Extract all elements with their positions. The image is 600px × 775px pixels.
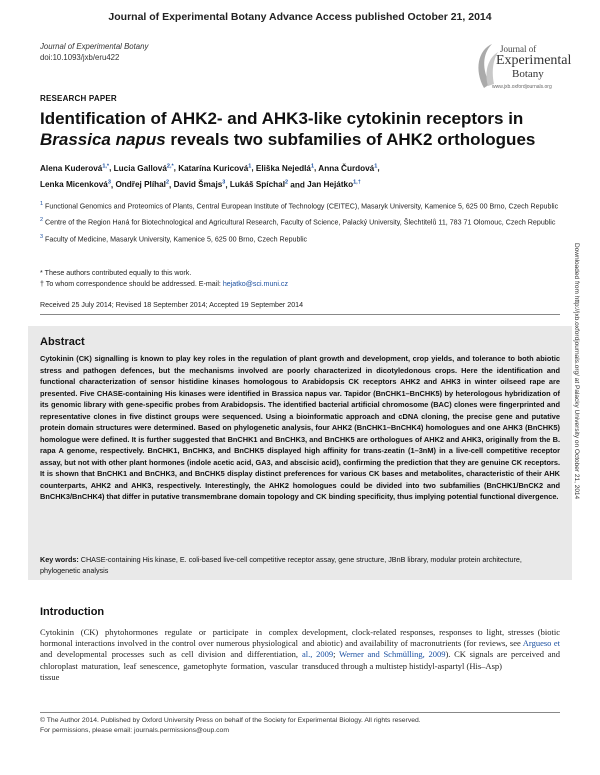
author-notes	[40, 268, 560, 290]
affiliation: $^1$ Functional Genomics and Proteomics of Plants, Central European Institute of Technology (CEITEC), Masaryk University, Kamenice 5, 625 00 Brno, Czech Republic	[40, 201, 559, 211]
author[interactable]: Katarína Kuricová$^1$	[178, 163, 252, 173]
citation-link[interactable]: Werner and Schmülling, 2009	[338, 649, 446, 660]
author[interactable]: Lenka Micenková$^3$	[40, 179, 111, 190]
intro-heading: Introduction	[40, 606, 105, 618]
author-list: Alena Kuderová$^{1,*}$, Lucia Gallová$^{2,*}$, Katarína Kuricová$^1$, Eliška Nejedlá$^1$, Anna Čurdová$^1$, Lenka Micenková$^3$, Ondřej Plíhal$^2$, David Šmajs$^3$, Lukáš Spíchal$^2$ and Jan Hejátko$^{1,\dagger}$	[40, 163, 380, 190]
author[interactable]: Lucia Gallová$^{2,*}$	[113, 163, 174, 173]
title-line-2-rest: reveals two subfamilies of AHK2 orthologues	[165, 130, 536, 149]
author[interactable]: Lukáš Spíchal$^2$	[229, 179, 289, 190]
journal-name: Journal of Experimental Botany	[40, 42, 149, 51]
copyright-footer	[40, 716, 560, 736]
logo-url: www.jxb.oxfordjournals.org	[492, 84, 552, 90]
divider	[40, 314, 560, 315]
author[interactable]: David Šmajs$^3$	[173, 179, 226, 190]
journal-logo	[470, 40, 572, 92]
affiliation: $^2$ Centre of the Region Haná for Biotechnological and Agricultural Research, Faculty of Science, Palacký University, Šlechtitelů 11, 783 71 Olomouc, Czech Republic	[40, 217, 556, 227]
affiliations	[40, 199, 560, 248]
article-title	[40, 108, 560, 150]
author[interactable]: Eliška Nejedlá$^1$	[255, 163, 315, 173]
title-line-2	[40, 129, 560, 150]
permissions-line: For permissions, please email: journals.permissions@oup.com	[40, 727, 229, 734]
affiliation: $^3$ Faculty of Medicine, Masaryk University, Kamenice 5, 625 00 Brno, Czech Republic	[40, 233, 308, 244]
copyright-line: © The Author 2014. Published by Oxford University Press on behalf of the Society for Experimental Biology. All rights reserved.	[40, 717, 421, 724]
logo-line-1: Journal of	[500, 44, 537, 54]
keywords-label: Key words:	[40, 555, 79, 564]
title-species: Brassica napus	[40, 130, 166, 149]
intro-column-2: development, clock-related responses, responses to light, stresses (biotic and abiotic) and availability of macronutrients (for reviews, see Argueso et al., 2009; Werner and Schmülling, 2009). CK signals are perceived and transduced through a multistep histidyl-aspartyl (His–Asp)	[302, 627, 561, 671]
footer-divider	[40, 712, 560, 713]
doi[interactable]: doi:10.1093/jxb/eru422	[40, 53, 120, 62]
logo-line-3: Botany	[512, 68, 544, 80]
abstract-text: Cytokinin (CK) signalling is known to play key roles in the regulation of plant growth and development, crop yields, and tolerance to both abiotic stress and pathogen defences, but the mechanisms involved are poorly characterized in dicotyledonous crops. Here the identification and functional characterization of sensor histidine kinases homologous to Arabidopsis CK receptors AHK2 and AHK3 in winter oilseed rape are presented. Five CHASE-containing His kinases were identified in Brassica napus var. Tapidor (BnCHK1–BnCHK5) by heterologous hybridization of its genomic library with gene-specific probes from Arabidopsis. The identified bacterial artificial chromosome (BAC) clones were fingerprinted and representative clones in five distinct groups were sequenced. Using a bioinformatic approach and cDNA cloning, the precise gene and putative protein domain structures were determined. Based on phylogenetic analysis, four AHK2 (BnCHK1–BnCHK4) homologues and one AHK3 (BnCHK5) homologue were defined. It is further suggested that BnCHK1 and BnCHK3, and BnCHK5 are orthologues of AHK2 and AHK3, originally from the B. rapa A genome, respectively. BnCHK1, BnCHK3, and BnCHK5 displayed high affinity for trans-zeatin (1–3nM) in a live-cell competitive receptor assay, but not with other plant hormones (indole acetic acid, GA3, and abscisic acid), confirming the prediction that they are genuine CK receptors. It is shown that BnCHK1 and BnCHK3, and BnCHK5 display distinct preferences for various CK bases and metabolites, characteristic of their AHK counterparts, AHK2 and AHK3, respectively. Interestingly, the AHK2 homologues could be divided into two subfamilies (BnCHK1/BnCK2 and BnCHK3/BnCHK4) that differ in putative transmembrane domain topology and CK binding specificity, thus implying potential functional divergence.	[40, 354, 560, 501]
intro-column-1: Cytokinin (CK) phytohormones regulate or participate in complex hormonal interactions involved in the control over numerous physiological and developmental processes such as cell division and differentiation, chloroplast maturation, leaf senescence, gametophyte formation, vascular tissue	[40, 627, 298, 682]
received-dates: Received 25 July 2014; Revised 18 September 2014; Accepted 19 September 2014	[40, 301, 304, 309]
abstract-box	[28, 326, 572, 580]
download-side-note: Downloaded from http://jxb.oxfordjournals.org/ at Palacky University on October 21, 2014	[573, 243, 580, 500]
logo-line-2: Experimental	[496, 53, 572, 68]
author[interactable]: Ondřej Plíhal$^2$	[115, 179, 170, 190]
email-link[interactable]: hejatko@sci.muni.cz	[222, 280, 289, 288]
article-type: RESEARCH PAPER	[40, 94, 117, 103]
author[interactable]: Anna Čurdová$^1$	[318, 163, 378, 173]
keywords	[40, 554, 560, 576]
author[interactable]: Alena Kuderová$^{1,*}$	[40, 163, 110, 173]
correspondence-note: † To whom correspondence should be addressed. E-mail: hejatko@sci.muni.cz	[40, 280, 289, 288]
equal-contribution-note: * These authors contributed equally to this work.	[40, 269, 192, 277]
author[interactable]: Jan Hejátko$^{1,\dagger}$	[307, 179, 361, 190]
keywords-list: CHASE-containing His kinase, E. coli-based live-cell competitive receptor assay, gene structure, JBnB library, modular protein architecture, phylogenetic analysis	[40, 555, 522, 575]
title-line-1: Identification of AHK2- and AHK3-like cytokinin receptors in	[40, 109, 524, 128]
citation-link[interactable]: Argueso et al., 2009	[302, 638, 561, 660]
abstract-heading: Abstract	[40, 336, 85, 348]
published-banner: Journal of Experimental Botany Advance Access published October 21, 2014	[108, 11, 492, 23]
